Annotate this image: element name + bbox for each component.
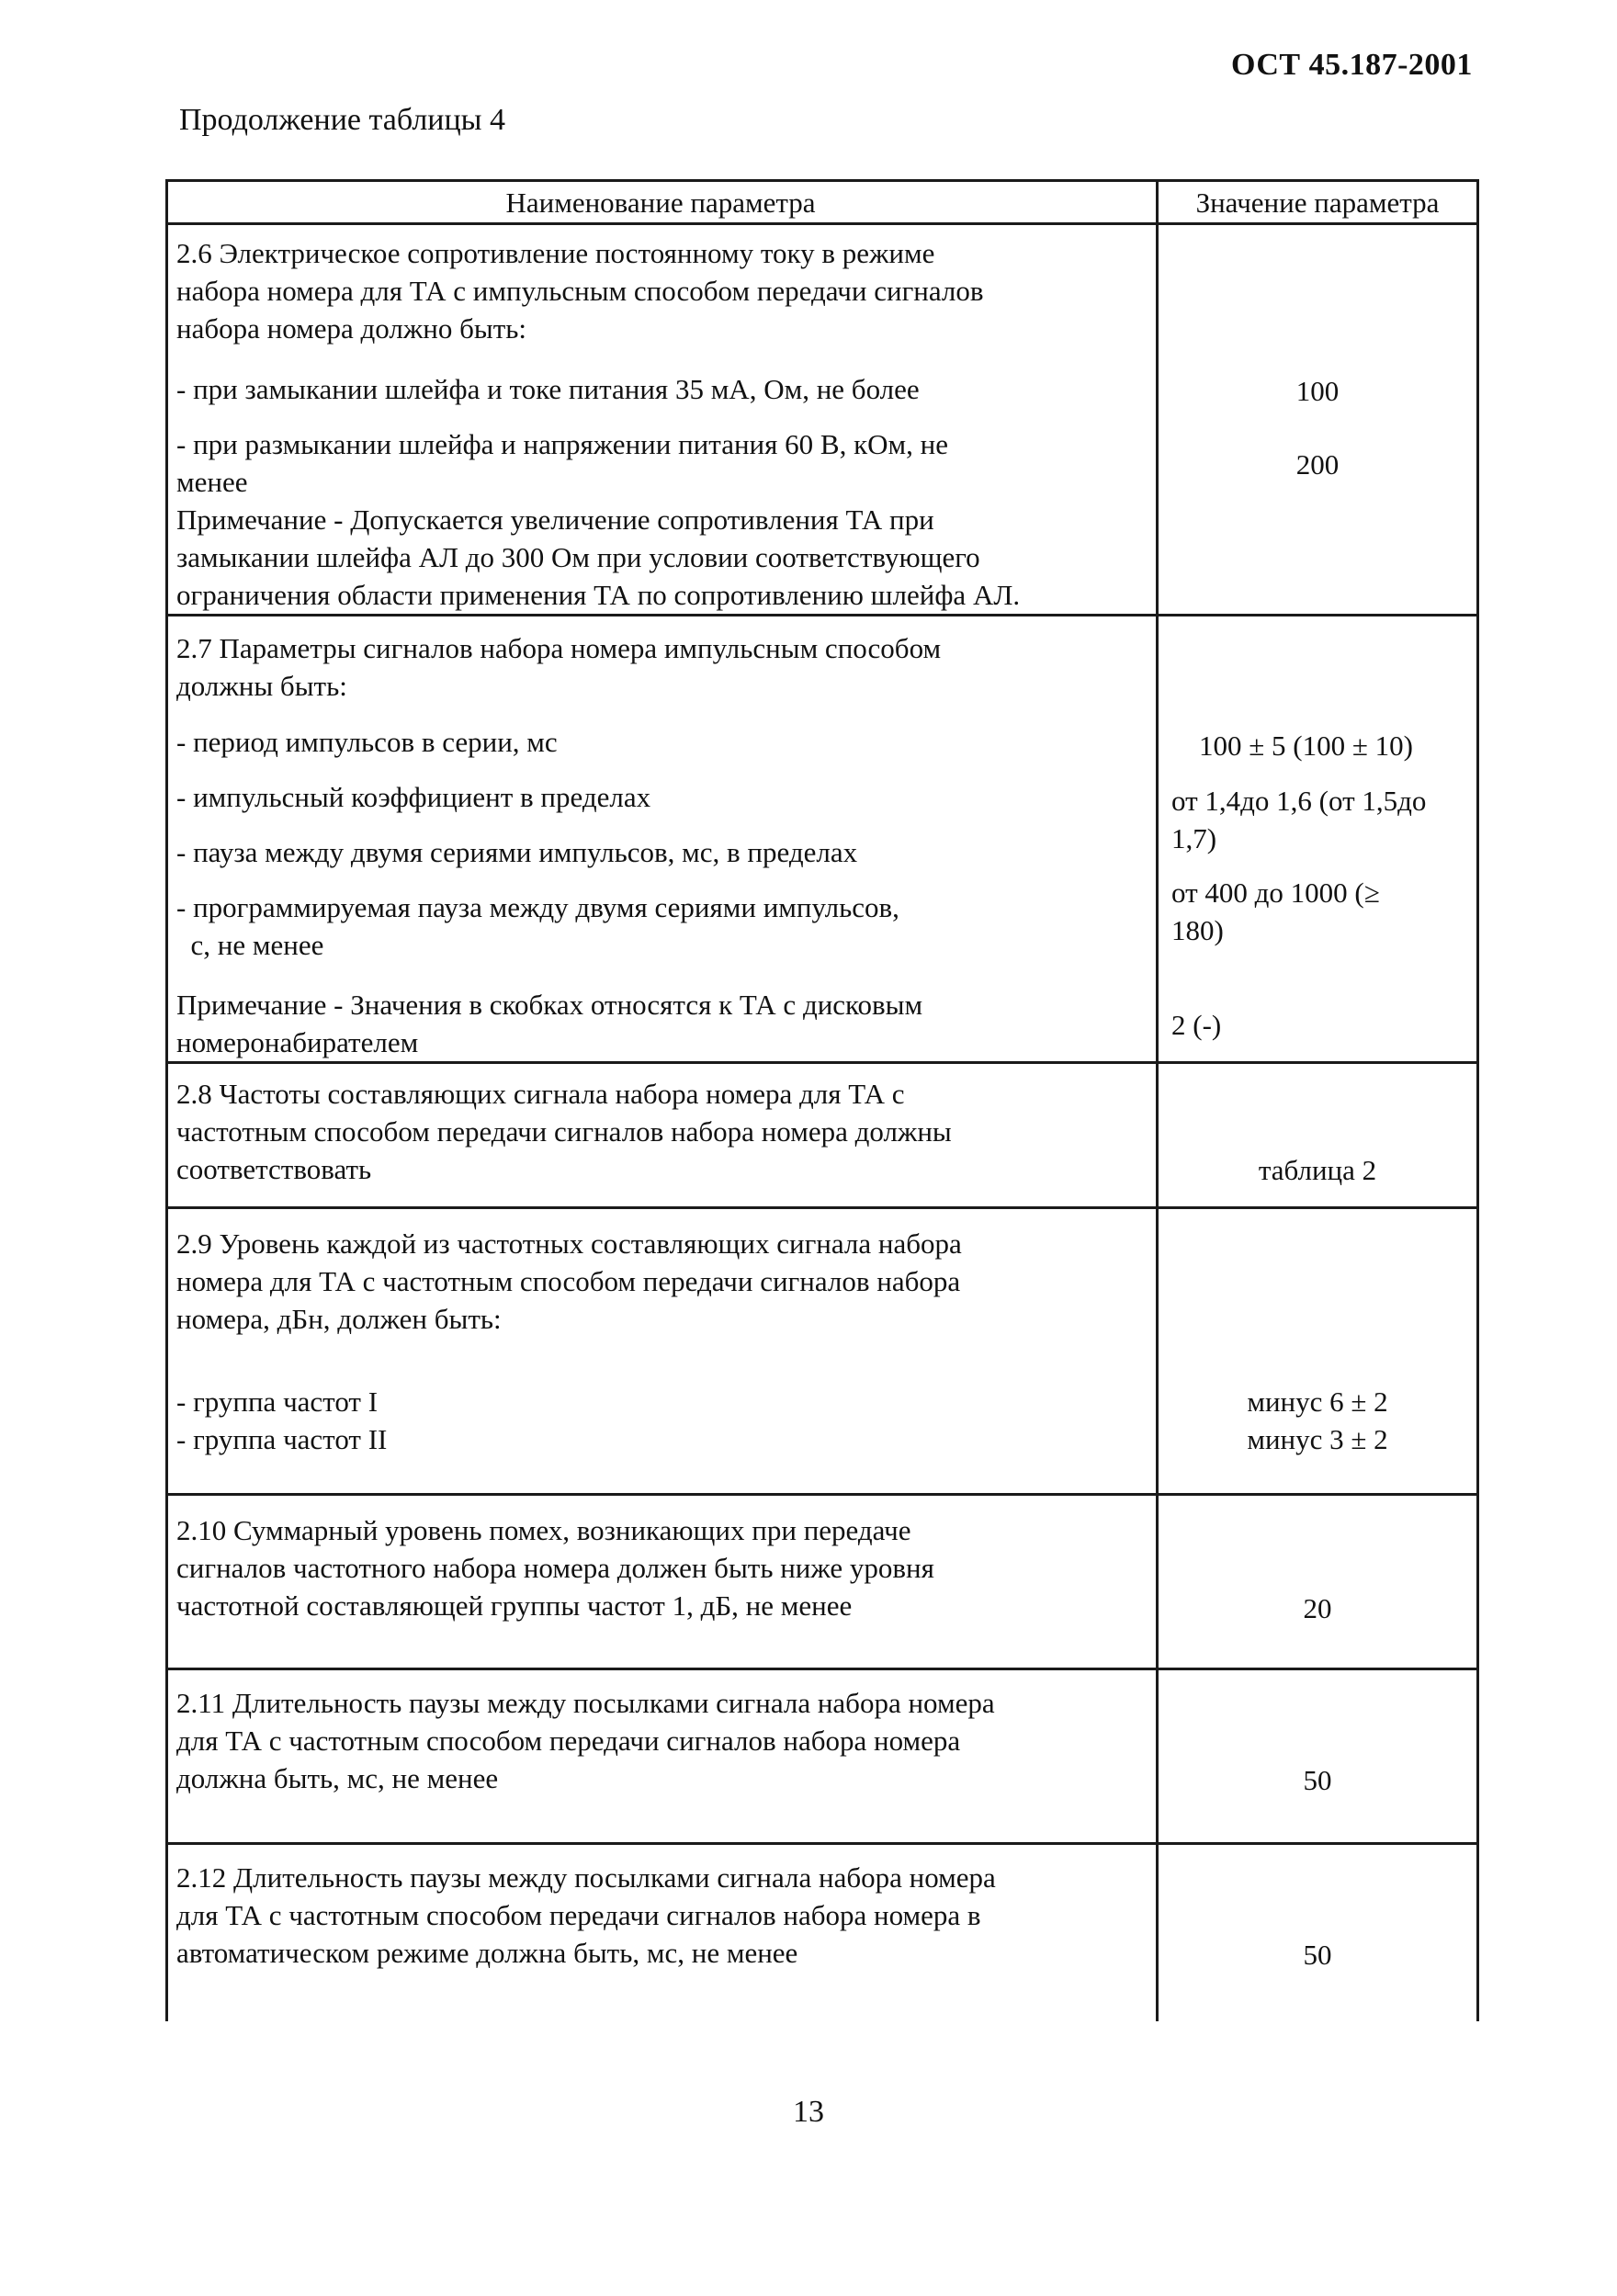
row-2-6-item-open-loop: - при размыкании шлейфа и напряжении питания 60 В, кОм, не менее [176, 428, 948, 498]
row-2-6-note: Примечание - Допускается увеличение сопротивления ТА при замыкании шлейфа АЛ до 300 Ом при условии соответствующего ограничения области применения ТА по сопротивлению шлейфа АЛ. [176, 503, 1021, 611]
row-2-8-title: 2.8 Частоты составляющих сигнала набора номера для ТА с частотным способом передачи сигналов набора номера должны соответствовать [176, 1078, 952, 1185]
row-2-7-note: Примечание - Значения в скобках относятся к ТА с дисковым номеронабирателем [176, 989, 923, 1058]
row-divider [165, 1206, 1479, 1209]
row-2-7-title: 2.7 Параметры сигналов набора номера импульсным способом должны быть: [176, 632, 942, 702]
table-left-border [165, 179, 168, 2021]
row-2-10-title: 2.10 Суммарный уровень помех, возникающих при передаче сигналов частотного набора номера должен быть ниже уровня частотной составляющей группы частот 1, дБ, не менее [176, 1514, 934, 1622]
column-header-value: Значение параметра [1195, 187, 1440, 219]
row-divider [165, 1493, 1479, 1496]
row-2-11-title: 2.11 Длительность паузы между посылками сигнала набора номера для ТА с частотным способом передачи сигналов набора номера должна быть, мс, не менее [176, 1687, 995, 1794]
row-2-6-title: 2.6 Электрическое сопротивление постоянному току в режиме набора номера для ТА с импульсным способом передачи сигналов набора номера должно быть: [176, 237, 984, 345]
row-2-10-value: 20 [1303, 1592, 1332, 1624]
row-2-7-item-series-pause: - пауза между двумя сериями импульсов, мс, в пределах [176, 836, 858, 868]
row-2-7-value-pulse-ratio: от 1,4до 1,6 (от 1,5до 1,7) [1171, 785, 1427, 854]
row-2-6-item-closed-loop: - при замыкании шлейфа и токе питания 35 мА, Ом, не более [176, 373, 920, 405]
row-2-7-value-series-pause: от 400 до 1000 (≥ 180) [1171, 877, 1380, 946]
table-top-border [165, 179, 1479, 182]
parameters-table [165, 179, 1479, 2021]
row-2-6-value-open-loop: 200 [1295, 448, 1340, 481]
row-2-7-value-pulse-period: 100 ± 5 (100 ± 10) [1199, 730, 1413, 762]
row-divider [165, 1842, 1479, 1845]
column-header-name: Наименование параметра [505, 187, 816, 219]
page-number: 13 [793, 2095, 824, 2129]
row-2-7-item-programmable-pause: - программируемая пауза между двумя сериями импульсов, с, не менее [176, 891, 899, 961]
document-code: ОСТ 45.187-2001 [1231, 48, 1473, 82]
row-2-8-value: таблица 2 [1258, 1154, 1377, 1186]
row-2-12-title: 2.12 Длительность паузы между посылками сигнала набора номера для ТА с частотным способом передачи сигналов набора номера в автоматическом режиме должна быть, мс, не менее [176, 1861, 996, 1969]
row-2-12-value: 50 [1303, 1939, 1332, 1971]
header-divider [165, 222, 1479, 225]
row-divider [165, 1668, 1479, 1670]
row-2-9-values: минус 6 ± 2 минус 3 ± 2 [1247, 1386, 1388, 1455]
row-2-9-title: 2.9 Уровень каждой из частотных составляющих сигнала набора номера для ТА с частотным способом передачи сигналов набора номера, дБн, должен быть: [176, 1227, 962, 1335]
row-2-7-value-programmable-pause: 2 (-) [1171, 1009, 1222, 1041]
row-2-6-value-closed-loop: 100 [1295, 375, 1340, 407]
row-divider [165, 1061, 1479, 1064]
table-continuation-caption: Продолжение таблицы 4 [179, 103, 506, 137]
table-right-border [1476, 179, 1479, 2021]
row-2-7-item-pulse-period: - период импульсов в серии, мс [176, 726, 558, 758]
row-divider [165, 614, 1479, 616]
row-2-11-value: 50 [1303, 1764, 1332, 1796]
row-2-7-item-pulse-ratio: - импульсный коэффициент в пределах [176, 781, 651, 813]
row-2-9-items: - группа частот I - группа частот II [176, 1386, 388, 1455]
